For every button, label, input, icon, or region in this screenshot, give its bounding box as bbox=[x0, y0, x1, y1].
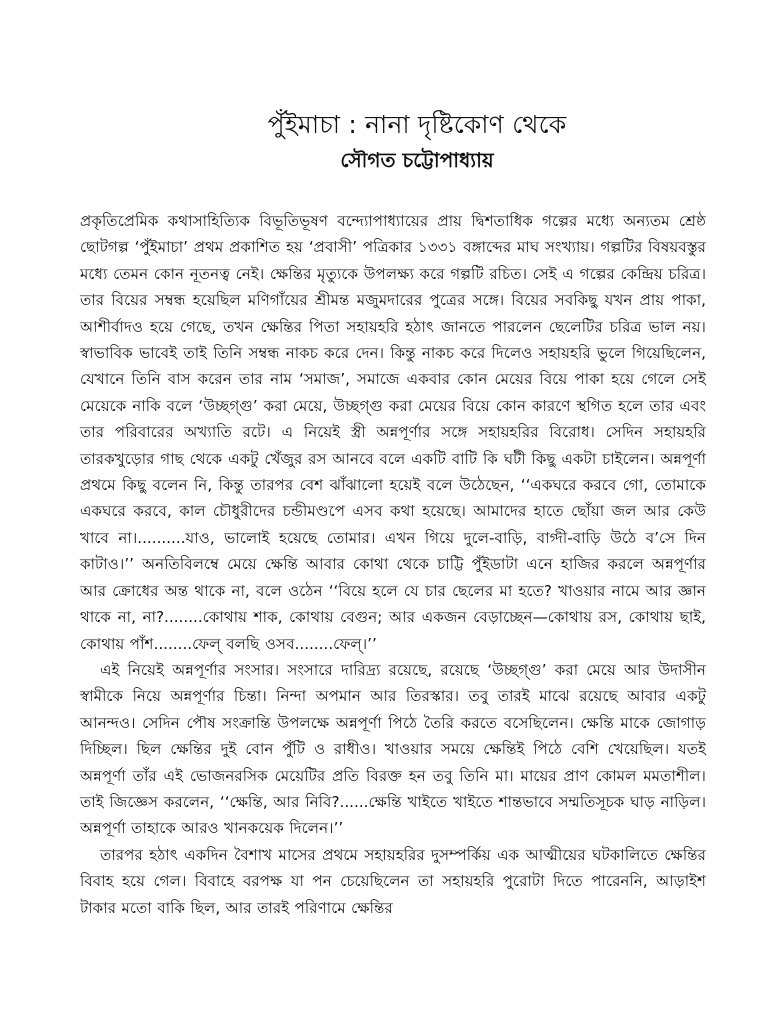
paragraph: প্রকৃতিপ্রেমিক কথাসাহিত্যিক বিভূতিভূষণ বন্দ্যোপাধ্যায়ের প্রায় দ্বিশতাধিক গল্পের মধ্যে অন্যতম শ্রেষ্ঠ ছোটগল্প ‘পুঁইমাচা’ প্রথম প্রকাশিত হয় ‘প্রবাসী’ পত্রিকার ১৩৩১ বঙ্গাব্দের মাঘ সংখ্যায়। গল্পটির বিষয়বস্তুর মধ্যে তেমন কোন নূতনত্ব নেই। ক্ষেন্তির মৃত্যুকে উপলক্ষ্য করে গল্পটি রচিত। সেই এ গল্পের কেন্দ্রিয় চরিত্র। তার বিয়ের সম্বন্ধ হয়েছিল মণিগাঁয়ের শ্রীমন্ত মজুমদারের পুত্রের সঙ্গে। বিয়ের সবকিছু যখন প্রায় পাকা, আশীর্বাদও হয়ে গেছে, তখন ক্ষেন্তির পিতা সহায়হরি হঠাৎ জানতে পারলেন ছেলেটির চরিত্র ভাল নয়। স্বাভাবিক ভাবেই তাই তিনি সম্বন্ধ নাকচ করে দেন। কিন্তু নাকচ করে দিলেও সহায়হরি ভুলে গিয়েছিলেন, যেখানে তিনি বাস করেন তার নাম ‘সমাজ’, সমাজে একবার কোন মেয়ের বিয়ে পাকা হয়ে গেলে সেই মেয়েকে নাকি বলে ‘উচ্ছগ্‌গু’ করা মেয়ে, উচ্ছগ্‌গু করা মেয়ের বিয়ে কোন কারণে স্থগিত হলে তার এবং তার পরিবারের অখ্যাতি রটে। এ নিয়েই স্ত্রী অন্নপূর্ণার সঙ্গে সহায়হরির বিরোধ। সেদিন সহায়হরি তারকখুড়োর গাছ থেকে একটু খেঁজুর রস আনবে বলে একটি বাটি কি ঘটী কিছু একটা চাইলেন। অন্নপূর্ণা প্রথমে কিছু বলেন নি, কিন্তু তারপর বেশ ঝাঁঝালো হয়েই বলে উঠেছেন, ‘‘একঘরে করবে গো, তোমাকে একঘরে করবে, কাল চৌধুরীদের চন্ডীমণ্ডপে এসব কথা হয়েছে। আমাদের হাতে ছোঁয়া জল আর কেউ খাবে না।..........যাও, ভালোই হয়েছে তোমার। এখন গিয়ে দুলে-বাড়ি, বাগ্দী-বাড়ি উঠে ব’সে দিন কাটাও।’’ অনতিবিলম্বে মেয়ে ক্ষেন্তি আবার কোথা থেকে চাট্টি পুঁইডাটা এনে হাজির করলে অন্নপূর্ণার আর ক্রোধের অন্ত থাকে না, বলে ওঠেন ‘‘বিয়ে হলে যে চার ছেলের মা হতে? খাওয়ার নামে আর জ্ঞান থাকে না, না?........কোথায় শাক, কোথায় বেগুন; আর একজন বেড়াচ্ছেন—কোথায় রস, কোথায় ছাই, কোথায় পাঁশ........ফেল্ বলছি ওসব........ফেল্।’’ bbox=[80, 212, 706, 653]
article-body bbox=[80, 208, 706, 921]
page-title: পুঁইমাচা : নানা দৃষ্টিকোণ থেকে bbox=[267, 110, 567, 139]
author-name: সৌগত চট্টোপাধ্যায় bbox=[340, 148, 494, 172]
paragraph: তারপর হঠাৎ একদিন বৈশাখ মাসের প্রথমে সহায়হরির দুসম্পর্কিয় এক আত্মীয়ের ঘটকালিতে ক্ষেন্তির বিবাহ হয়ে গেল। বিবাহে বরপক্ষ যা পন চেয়েছিলেন তা সহায়হরি পুরোটা দিতে পারেননি, আড়াইশ টাকার মতো বাকি ছিল, আর তারই পরিণামে ক্ষেন্তির bbox=[80, 845, 706, 917]
paragraph: এই নিয়েই অন্নপূর্ণার সংসার। সংসারে দারিদ্র্য রয়েছে, রয়েছে ‘উচ্ছগ্‌গু’ করা মেয়ে আর উদাসীন স্বামীকে নিয়ে অন্নপূর্ণার চিন্তা। নিন্দা অপমান আর তিরস্কার। তবু তারই মাঝে রয়েছে আবার একটু আনন্দও। সেদিন পৌষ সংক্রান্তি উপলক্ষে অন্নপূর্ণা পিঠে তৈরি করতে বসেছিলেন। ক্ষেন্তি মাকে জোগাড় দিচ্ছিল। ছিল ক্ষেন্তির দুই বোন পুঁটি ও রাধীও। খাওয়ার সময়ে ক্ষেন্তিই পিঠে বেশি খেয়েছিল। যতই অন্নপূর্ণা তাঁর এই ভোজনরসিক মেয়েটির প্রতি বিরক্ত হন তবু তিনি মা। মায়ের প্রাণ কোমল মমতাশীল। তাই জিজ্ঞেস করলেন, ‘‘ক্ষেন্তি, আর নিবি?......ক্ষেন্তি খাইতে খাইতে শান্তভাবে সম্মতিসূচক ঘাড় নাড়িল। অন্নপূর্ণা তাহাকে আরও খানকয়েক দিলেন।’’ bbox=[80, 660, 706, 838]
